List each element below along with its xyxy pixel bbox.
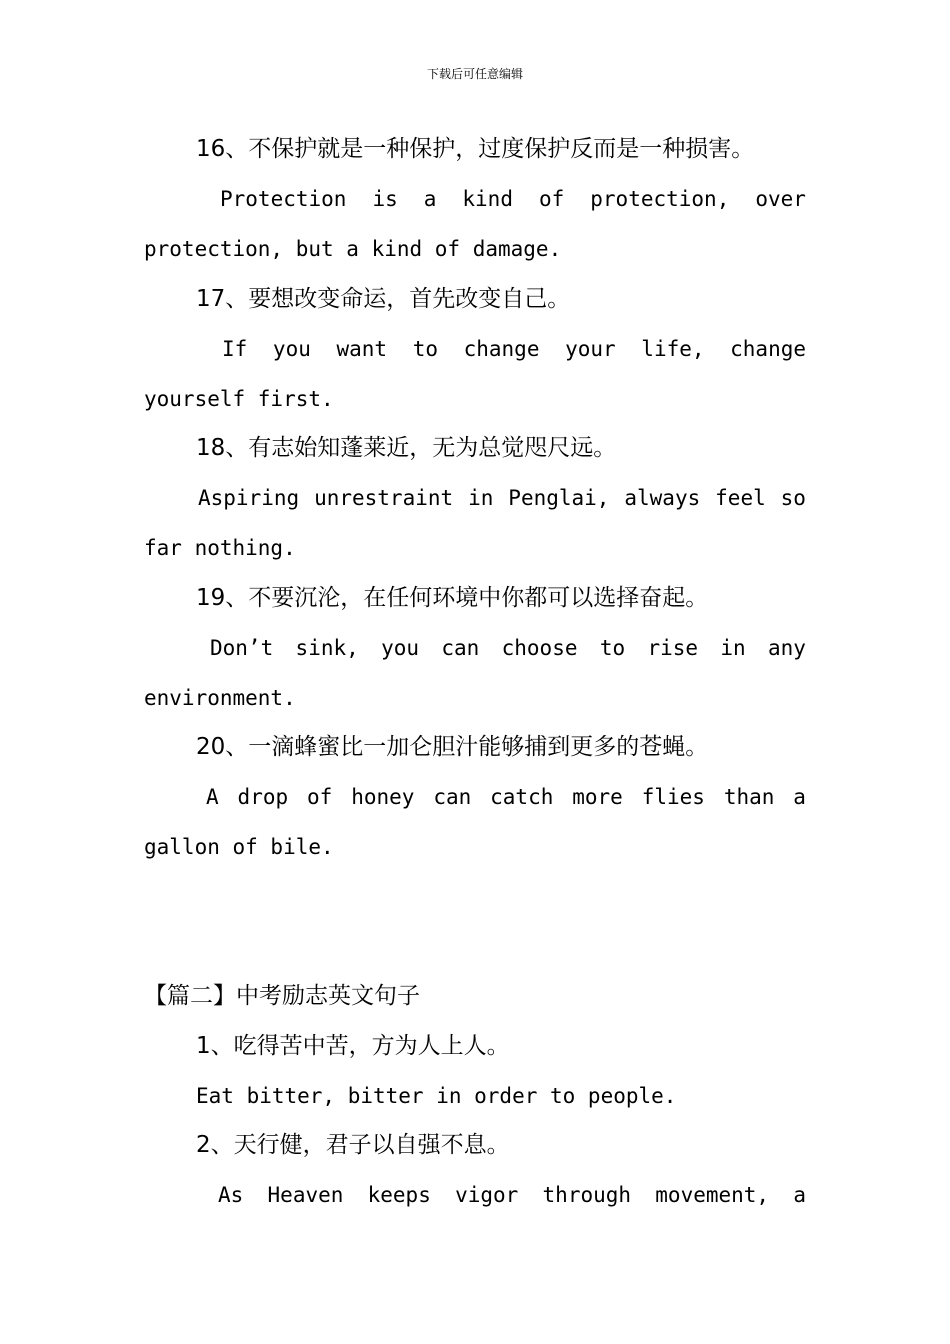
section-2-item-1-english: Eat bitter, bitter in order to people. — [196, 1084, 677, 1108]
word: change — [463, 337, 540, 361]
word: life, — [641, 337, 705, 361]
word: feel — [715, 486, 766, 510]
item-20-english-line1 — [206, 782, 806, 812]
word: flies — [641, 785, 705, 809]
section-2-title: 【篇二】中考励志英文句子 — [144, 983, 420, 1009]
word: As — [218, 1183, 244, 1207]
word: Protection — [220, 187, 347, 211]
page-header: 下载后可任意编辑 — [426, 67, 523, 81]
word: is — [372, 187, 398, 211]
word: drop — [237, 785, 289, 809]
item-16-english-line2: protection, but a kind of damage. — [144, 237, 562, 261]
item-17-english-line1 — [222, 334, 806, 364]
word: in — [468, 486, 494, 510]
item-16-chinese: 16、不保护就是一种保护，过度保护反而是一种损害。 — [196, 136, 755, 162]
word: always — [624, 486, 701, 510]
word: protection, — [590, 187, 730, 211]
word: through — [542, 1183, 632, 1207]
item-18-english-line1 — [198, 483, 806, 513]
word: to — [599, 636, 626, 660]
word: rise — [647, 636, 699, 660]
item-18-english-line2: far nothing. — [144, 536, 296, 560]
word: you — [381, 636, 420, 660]
word: any — [767, 636, 806, 660]
word: honey — [351, 785, 415, 809]
word: change — [730, 337, 806, 361]
word: A — [206, 785, 219, 809]
item-19-english-line2: environment. — [144, 686, 296, 710]
section-2-item-2-chinese: 2、天行健，君子以自强不息。 — [196, 1132, 510, 1158]
word: your — [565, 337, 616, 361]
word: a — [793, 785, 806, 809]
item-19-chinese: 19、不要沉沦，在任何环境中你都可以选择奋起。 — [196, 585, 709, 611]
section-2-item-2-english-line1 — [218, 1180, 806, 1210]
word: in — [720, 636, 746, 660]
word: you — [272, 337, 311, 361]
word: more — [572, 785, 623, 809]
word: Don’t — [210, 636, 274, 660]
word: so — [780, 486, 806, 510]
word: than — [723, 785, 775, 809]
item-19-english-line1 — [210, 633, 806, 663]
word: catch — [490, 785, 554, 809]
word: vigor — [455, 1183, 519, 1207]
word: Penglai, — [508, 486, 610, 510]
word: to — [412, 337, 438, 361]
word: kind — [462, 187, 513, 211]
item-17-chinese: 17、要想改变命运，首先改变自己。 — [196, 286, 571, 312]
item-18-chinese: 18、有志始知蓬莱近，无为总觉咫尺远。 — [196, 435, 617, 461]
section-2-item-1-chinese: 1、吃得苦中苦，方为人上人。 — [196, 1033, 510, 1059]
word: choose — [501, 636, 578, 660]
word: of — [538, 187, 565, 211]
word: unrestraint — [314, 486, 454, 510]
item-20-english-line2: gallon of bile. — [144, 835, 334, 859]
item-16-english-line1 — [220, 184, 806, 214]
word: If — [222, 337, 248, 361]
word: Aspiring — [198, 486, 300, 510]
word: can — [433, 785, 472, 809]
word: of — [307, 785, 333, 809]
item-17-english-line2: yourself first. — [144, 387, 334, 411]
word: a — [793, 1183, 806, 1207]
word: a — [423, 187, 437, 211]
word: keeps — [367, 1183, 431, 1207]
word: Heaven — [267, 1183, 344, 1207]
word: can — [441, 636, 480, 660]
item-20-chinese: 20、一滴蜂蜜比一加仑胆汁能够捕到更多的苍蝇。 — [196, 734, 709, 760]
word: movement, — [655, 1183, 770, 1207]
word: sink, — [295, 636, 359, 660]
word: over — [755, 187, 806, 211]
word: want — [336, 337, 388, 361]
